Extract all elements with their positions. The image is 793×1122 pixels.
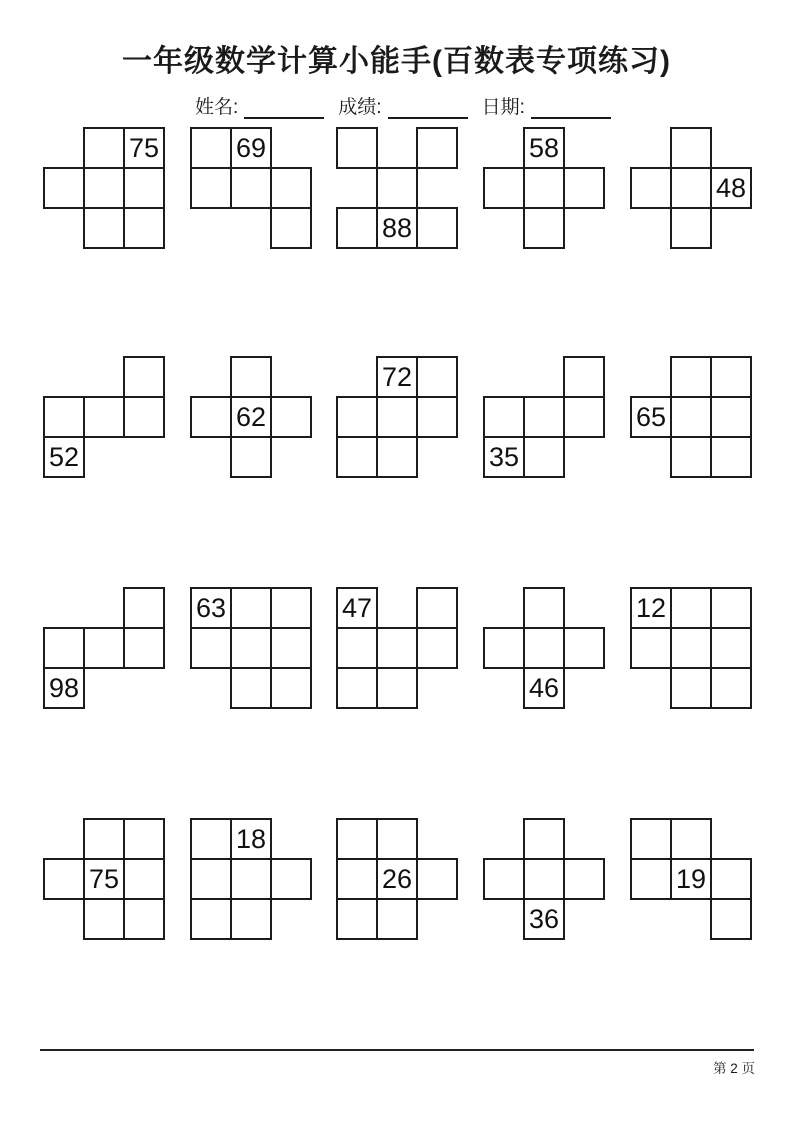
puzzle-8 <box>336 356 459 479</box>
puzzle-answer-cell[interactable] <box>670 356 712 398</box>
puzzle-answer-cell[interactable] <box>483 627 525 669</box>
puzzle-answer-cell[interactable] <box>563 167 605 209</box>
puzzle-answer-cell[interactable] <box>670 396 712 438</box>
puzzle-answer-cell[interactable] <box>123 207 165 249</box>
puzzle-answer-cell[interactable] <box>336 436 378 478</box>
puzzle-answer-cell[interactable] <box>190 396 232 438</box>
puzzle-answer-cell[interactable] <box>630 818 672 860</box>
puzzle-clue-cell: 69 <box>230 127 272 169</box>
puzzle-3 <box>336 127 459 250</box>
puzzle-19 <box>483 818 606 941</box>
puzzle-answer-cell[interactable] <box>523 167 565 209</box>
puzzle-clue-cell: 75 <box>83 858 125 900</box>
puzzle-7 <box>190 356 313 479</box>
puzzle-clue-cell: 63 <box>190 587 232 629</box>
puzzle-14 <box>483 587 606 710</box>
puzzle-5 <box>630 127 753 250</box>
page-title: 一年级数学计算小能手(百数表专项练习) <box>122 45 671 78</box>
puzzle-answer-cell[interactable] <box>336 898 378 940</box>
puzzle-clue-cell: 52 <box>43 436 85 478</box>
puzzle-answer-cell[interactable] <box>523 436 565 478</box>
puzzle-1 <box>43 127 166 250</box>
puzzle-10 <box>630 356 753 479</box>
puzzle-clue-cell: 46 <box>523 667 565 709</box>
puzzle-answer-cell[interactable] <box>83 818 125 860</box>
puzzle-clue-cell: 19 <box>670 858 712 900</box>
puzzle-4 <box>483 127 606 250</box>
puzzle-answer-cell[interactable] <box>190 898 232 940</box>
puzzle-answer-cell[interactable] <box>43 627 85 669</box>
puzzle-answer-cell[interactable] <box>630 627 672 669</box>
puzzle-answer-cell[interactable] <box>190 627 232 669</box>
puzzle-15 <box>630 587 753 710</box>
puzzle-answer-cell[interactable] <box>416 127 458 169</box>
puzzle-answer-cell[interactable] <box>416 396 458 438</box>
puzzle-answer-cell[interactable] <box>123 818 165 860</box>
date-label: 日期: <box>481 97 525 118</box>
puzzle-answer-cell[interactable] <box>123 627 165 669</box>
puzzle-answer-cell[interactable] <box>376 818 418 860</box>
puzzle-answer-cell[interactable] <box>710 587 752 629</box>
puzzle-answer-cell[interactable] <box>83 396 125 438</box>
puzzle-answer-cell[interactable] <box>710 858 752 900</box>
puzzle-answer-cell[interactable] <box>483 396 525 438</box>
puzzle-clue-cell: 98 <box>43 667 85 709</box>
puzzle-answer-cell[interactable] <box>123 396 165 438</box>
puzzle-answer-cell[interactable] <box>43 396 85 438</box>
puzzle-answer-cell[interactable] <box>83 127 125 169</box>
puzzle-20 <box>630 818 753 941</box>
puzzle-answer-cell[interactable] <box>710 356 752 398</box>
puzzle-answer-cell[interactable] <box>710 627 752 669</box>
puzzle-answer-cell[interactable] <box>336 818 378 860</box>
puzzle-answer-cell[interactable] <box>416 207 458 249</box>
puzzle-answer-cell[interactable] <box>670 167 712 209</box>
puzzle-answer-cell[interactable] <box>230 436 272 478</box>
puzzle-answer-cell[interactable] <box>523 858 565 900</box>
puzzle-answer-cell[interactable] <box>710 436 752 478</box>
puzzle-answer-cell[interactable] <box>523 587 565 629</box>
puzzle-12 <box>190 587 313 710</box>
puzzle-answer-cell[interactable] <box>336 127 378 169</box>
puzzle-17 <box>190 818 313 941</box>
puzzle-answer-cell[interactable] <box>270 587 312 629</box>
puzzle-answer-cell[interactable] <box>376 627 418 669</box>
puzzle-clue-cell: 26 <box>376 858 418 900</box>
puzzle-answer-cell[interactable] <box>483 858 525 900</box>
puzzle-answer-cell[interactable] <box>270 667 312 709</box>
puzzle-answer-cell[interactable] <box>123 858 165 900</box>
puzzle-answer-cell[interactable] <box>190 858 232 900</box>
puzzle-clue-cell: 48 <box>710 167 752 209</box>
puzzle-16 <box>43 818 166 941</box>
puzzle-answer-cell[interactable] <box>230 667 272 709</box>
puzzle-answer-cell[interactable] <box>710 898 752 940</box>
puzzle-answer-cell[interactable] <box>523 818 565 860</box>
puzzle-answer-cell[interactable] <box>43 167 85 209</box>
puzzle-answer-cell[interactable] <box>83 898 125 940</box>
puzzle-answer-cell[interactable] <box>336 667 378 709</box>
puzzle-answer-cell[interactable] <box>670 436 712 478</box>
puzzle-answer-cell[interactable] <box>270 167 312 209</box>
puzzle-answer-cell[interactable] <box>416 587 458 629</box>
puzzle-answer-cell[interactable] <box>336 396 378 438</box>
puzzle-answer-cell[interactable] <box>670 127 712 169</box>
puzzle-answer-cell[interactable] <box>230 356 272 398</box>
puzzle-answer-cell[interactable] <box>710 396 752 438</box>
puzzle-answer-cell[interactable] <box>190 167 232 209</box>
footer-page-number: 第 2 页 <box>712 1061 755 1076</box>
puzzle-clue-cell: 12 <box>630 587 672 629</box>
puzzle-answer-cell[interactable] <box>190 818 232 860</box>
puzzle-answer-cell[interactable] <box>83 167 125 209</box>
puzzle-answer-cell[interactable] <box>523 207 565 249</box>
puzzle-answer-cell[interactable] <box>523 396 565 438</box>
puzzle-answer-cell[interactable] <box>630 858 672 900</box>
puzzle-answer-cell[interactable] <box>123 587 165 629</box>
puzzle-6 <box>43 356 166 479</box>
puzzle-answer-cell[interactable] <box>630 167 672 209</box>
puzzle-answer-cell[interactable] <box>563 627 605 669</box>
puzzle-answer-cell[interactable] <box>230 858 272 900</box>
puzzle-answer-cell[interactable] <box>563 858 605 900</box>
puzzle-clue-cell: 75 <box>123 127 165 169</box>
puzzle-clue-cell: 58 <box>523 127 565 169</box>
puzzle-clue-cell: 18 <box>230 818 272 860</box>
puzzle-answer-cell[interactable] <box>670 667 712 709</box>
name-label: 姓名: <box>195 97 239 118</box>
puzzle-answer-cell[interactable] <box>483 167 525 209</box>
puzzle-answer-cell[interactable] <box>416 356 458 398</box>
puzzle-clue-cell: 65 <box>630 396 672 438</box>
puzzle-answer-cell[interactable] <box>376 436 418 478</box>
puzzle-answer-cell[interactable] <box>523 627 565 669</box>
puzzle-answer-cell[interactable] <box>416 627 458 669</box>
puzzle-clue-cell: 62 <box>230 396 272 438</box>
puzzle-13 <box>336 587 459 710</box>
score-label: 成绩: <box>338 97 382 118</box>
puzzle-answer-cell[interactable] <box>376 898 418 940</box>
puzzle-answer-cell[interactable] <box>336 207 378 249</box>
puzzle-clue-cell: 72 <box>376 356 418 398</box>
puzzle-answer-cell[interactable] <box>670 587 712 629</box>
puzzle-answer-cell[interactable] <box>83 627 125 669</box>
puzzle-answer-cell[interactable] <box>270 396 312 438</box>
puzzle-answer-cell[interactable] <box>270 207 312 249</box>
puzzle-18 <box>336 818 459 941</box>
puzzle-answer-cell[interactable] <box>123 356 165 398</box>
puzzle-answer-cell[interactable] <box>123 167 165 209</box>
puzzle-clue-cell: 35 <box>483 436 525 478</box>
puzzle-answer-cell[interactable] <box>123 898 165 940</box>
puzzle-2 <box>190 127 313 250</box>
puzzle-clue-cell: 88 <box>376 207 418 249</box>
puzzle-answer-cell[interactable] <box>270 858 312 900</box>
puzzle-answer-cell[interactable] <box>43 858 85 900</box>
puzzle-answer-cell[interactable] <box>563 356 605 398</box>
puzzle-11 <box>43 587 166 710</box>
puzzle-answer-cell[interactable] <box>230 587 272 629</box>
puzzle-answer-cell[interactable] <box>336 858 378 900</box>
puzzle-answer-cell[interactable] <box>376 667 418 709</box>
puzzle-answer-cell[interactable] <box>270 627 312 669</box>
puzzle-answer-cell[interactable] <box>563 396 605 438</box>
puzzle-answer-cell[interactable] <box>670 818 712 860</box>
puzzle-answer-cell[interactable] <box>670 207 712 249</box>
puzzle-answer-cell[interactable] <box>376 396 418 438</box>
puzzle-answer-cell[interactable] <box>230 898 272 940</box>
footer-divider <box>40 1049 754 1051</box>
puzzle-clue-cell: 47 <box>336 587 378 629</box>
puzzle-answer-cell[interactable] <box>83 207 125 249</box>
puzzle-answer-cell[interactable] <box>336 627 378 669</box>
puzzle-answer-cell[interactable] <box>670 627 712 669</box>
puzzle-answer-cell[interactable] <box>230 627 272 669</box>
puzzle-answer-cell[interactable] <box>190 127 232 169</box>
puzzle-answer-cell[interactable] <box>230 167 272 209</box>
puzzle-9 <box>483 356 606 479</box>
puzzle-answer-cell[interactable] <box>376 167 418 209</box>
puzzle-answer-cell[interactable] <box>416 858 458 900</box>
puzzle-clue-cell: 36 <box>523 898 565 940</box>
puzzle-answer-cell[interactable] <box>710 667 752 709</box>
